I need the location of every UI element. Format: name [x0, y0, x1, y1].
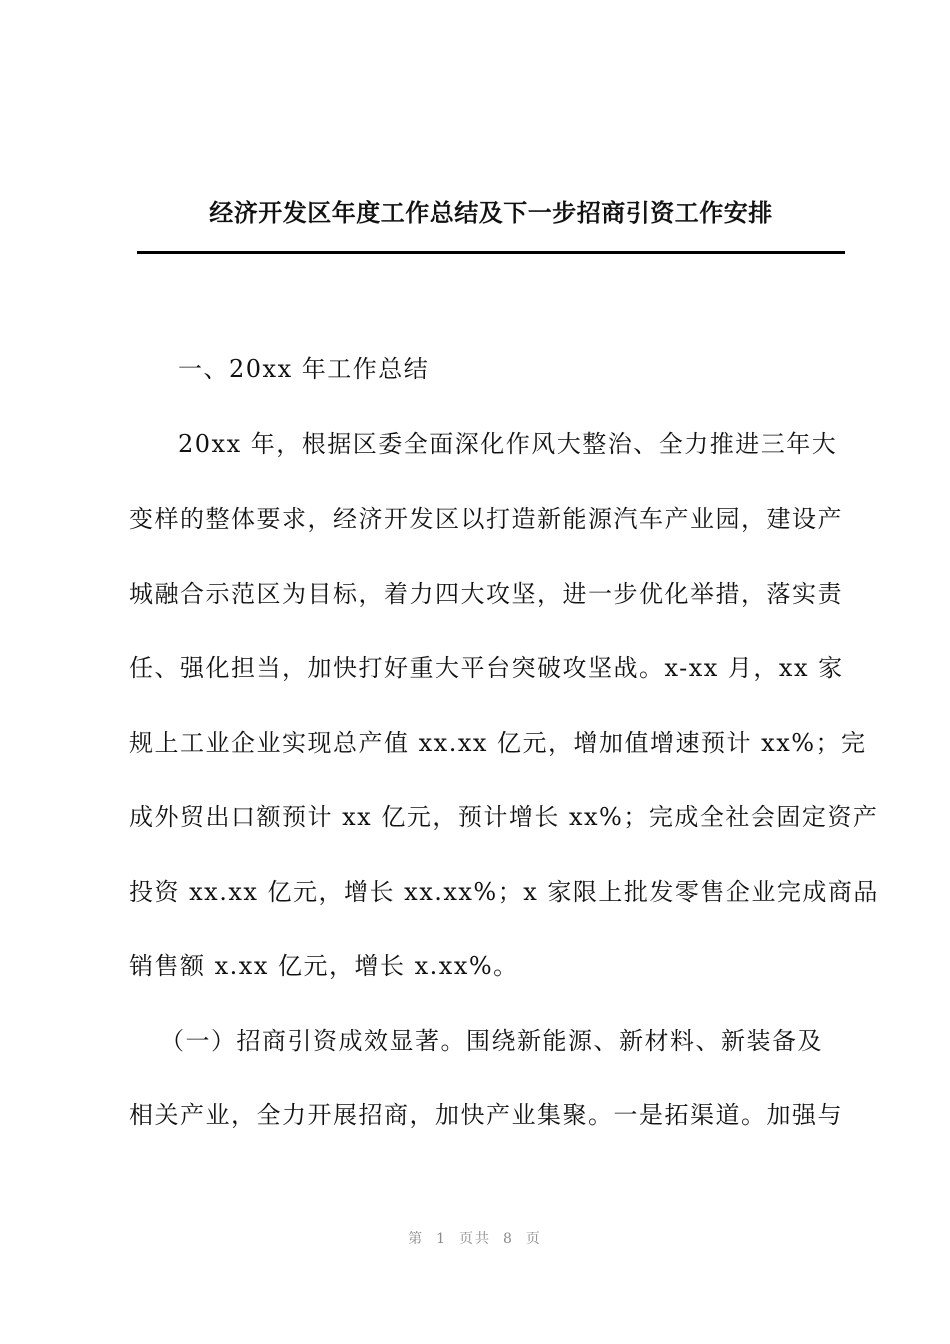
- footer-prefix: 第: [408, 1231, 425, 1247]
- paragraph-line: 20xx 年，根据区委全面深化作风大整治、全力推进三年大: [178, 430, 838, 458]
- page-footer: [0, 1229, 950, 1249]
- paragraph-line: 成外贸出口额预计 xx 亿元，预计增长 xx%；完成全社会固定资产: [129, 803, 879, 831]
- paragraph-line: 任、强化担当，加快打好重大平台突破攻坚战。x-xx 月，xx 家: [129, 654, 844, 682]
- paragraph-line: 城融合示范区为目标，着力四大攻坚，进一步优化举措，落实责: [129, 580, 843, 608]
- section-heading: 一、20xx 年工作总结: [178, 355, 430, 383]
- footer-total-pages: 8: [503, 1231, 514, 1247]
- title-underline: [137, 251, 845, 254]
- footer-page-number: 1: [436, 1231, 447, 1247]
- paragraph-line: 变样的整体要求，经济开发区以打造新能源汽车产业园，建设产: [129, 505, 843, 533]
- document-title: 经济开发区年度工作总结及下一步招商引资工作安排: [209, 199, 773, 227]
- footer-middle: 页共: [459, 1231, 491, 1247]
- subsection-line: （一）招商引资成效显著。围绕新能源、新材料、新装备及: [160, 1027, 823, 1055]
- paragraph-line: 投资 xx.xx 亿元，增长 xx.xx%；x 家限上批发零售企业完成商品: [129, 878, 879, 906]
- paragraph-line: 相关产业，全力开展招商，加快产业集聚。一是拓渠道。加强与: [129, 1101, 843, 1129]
- footer-suffix: 页: [525, 1231, 542, 1247]
- paragraph-line: 规上工业企业实现总产值 xx.xx 亿元，增加值增速预计 xx%；完: [129, 729, 867, 757]
- paragraph-line: 销售额 x.xx 亿元，增长 x.xx%。: [129, 952, 519, 980]
